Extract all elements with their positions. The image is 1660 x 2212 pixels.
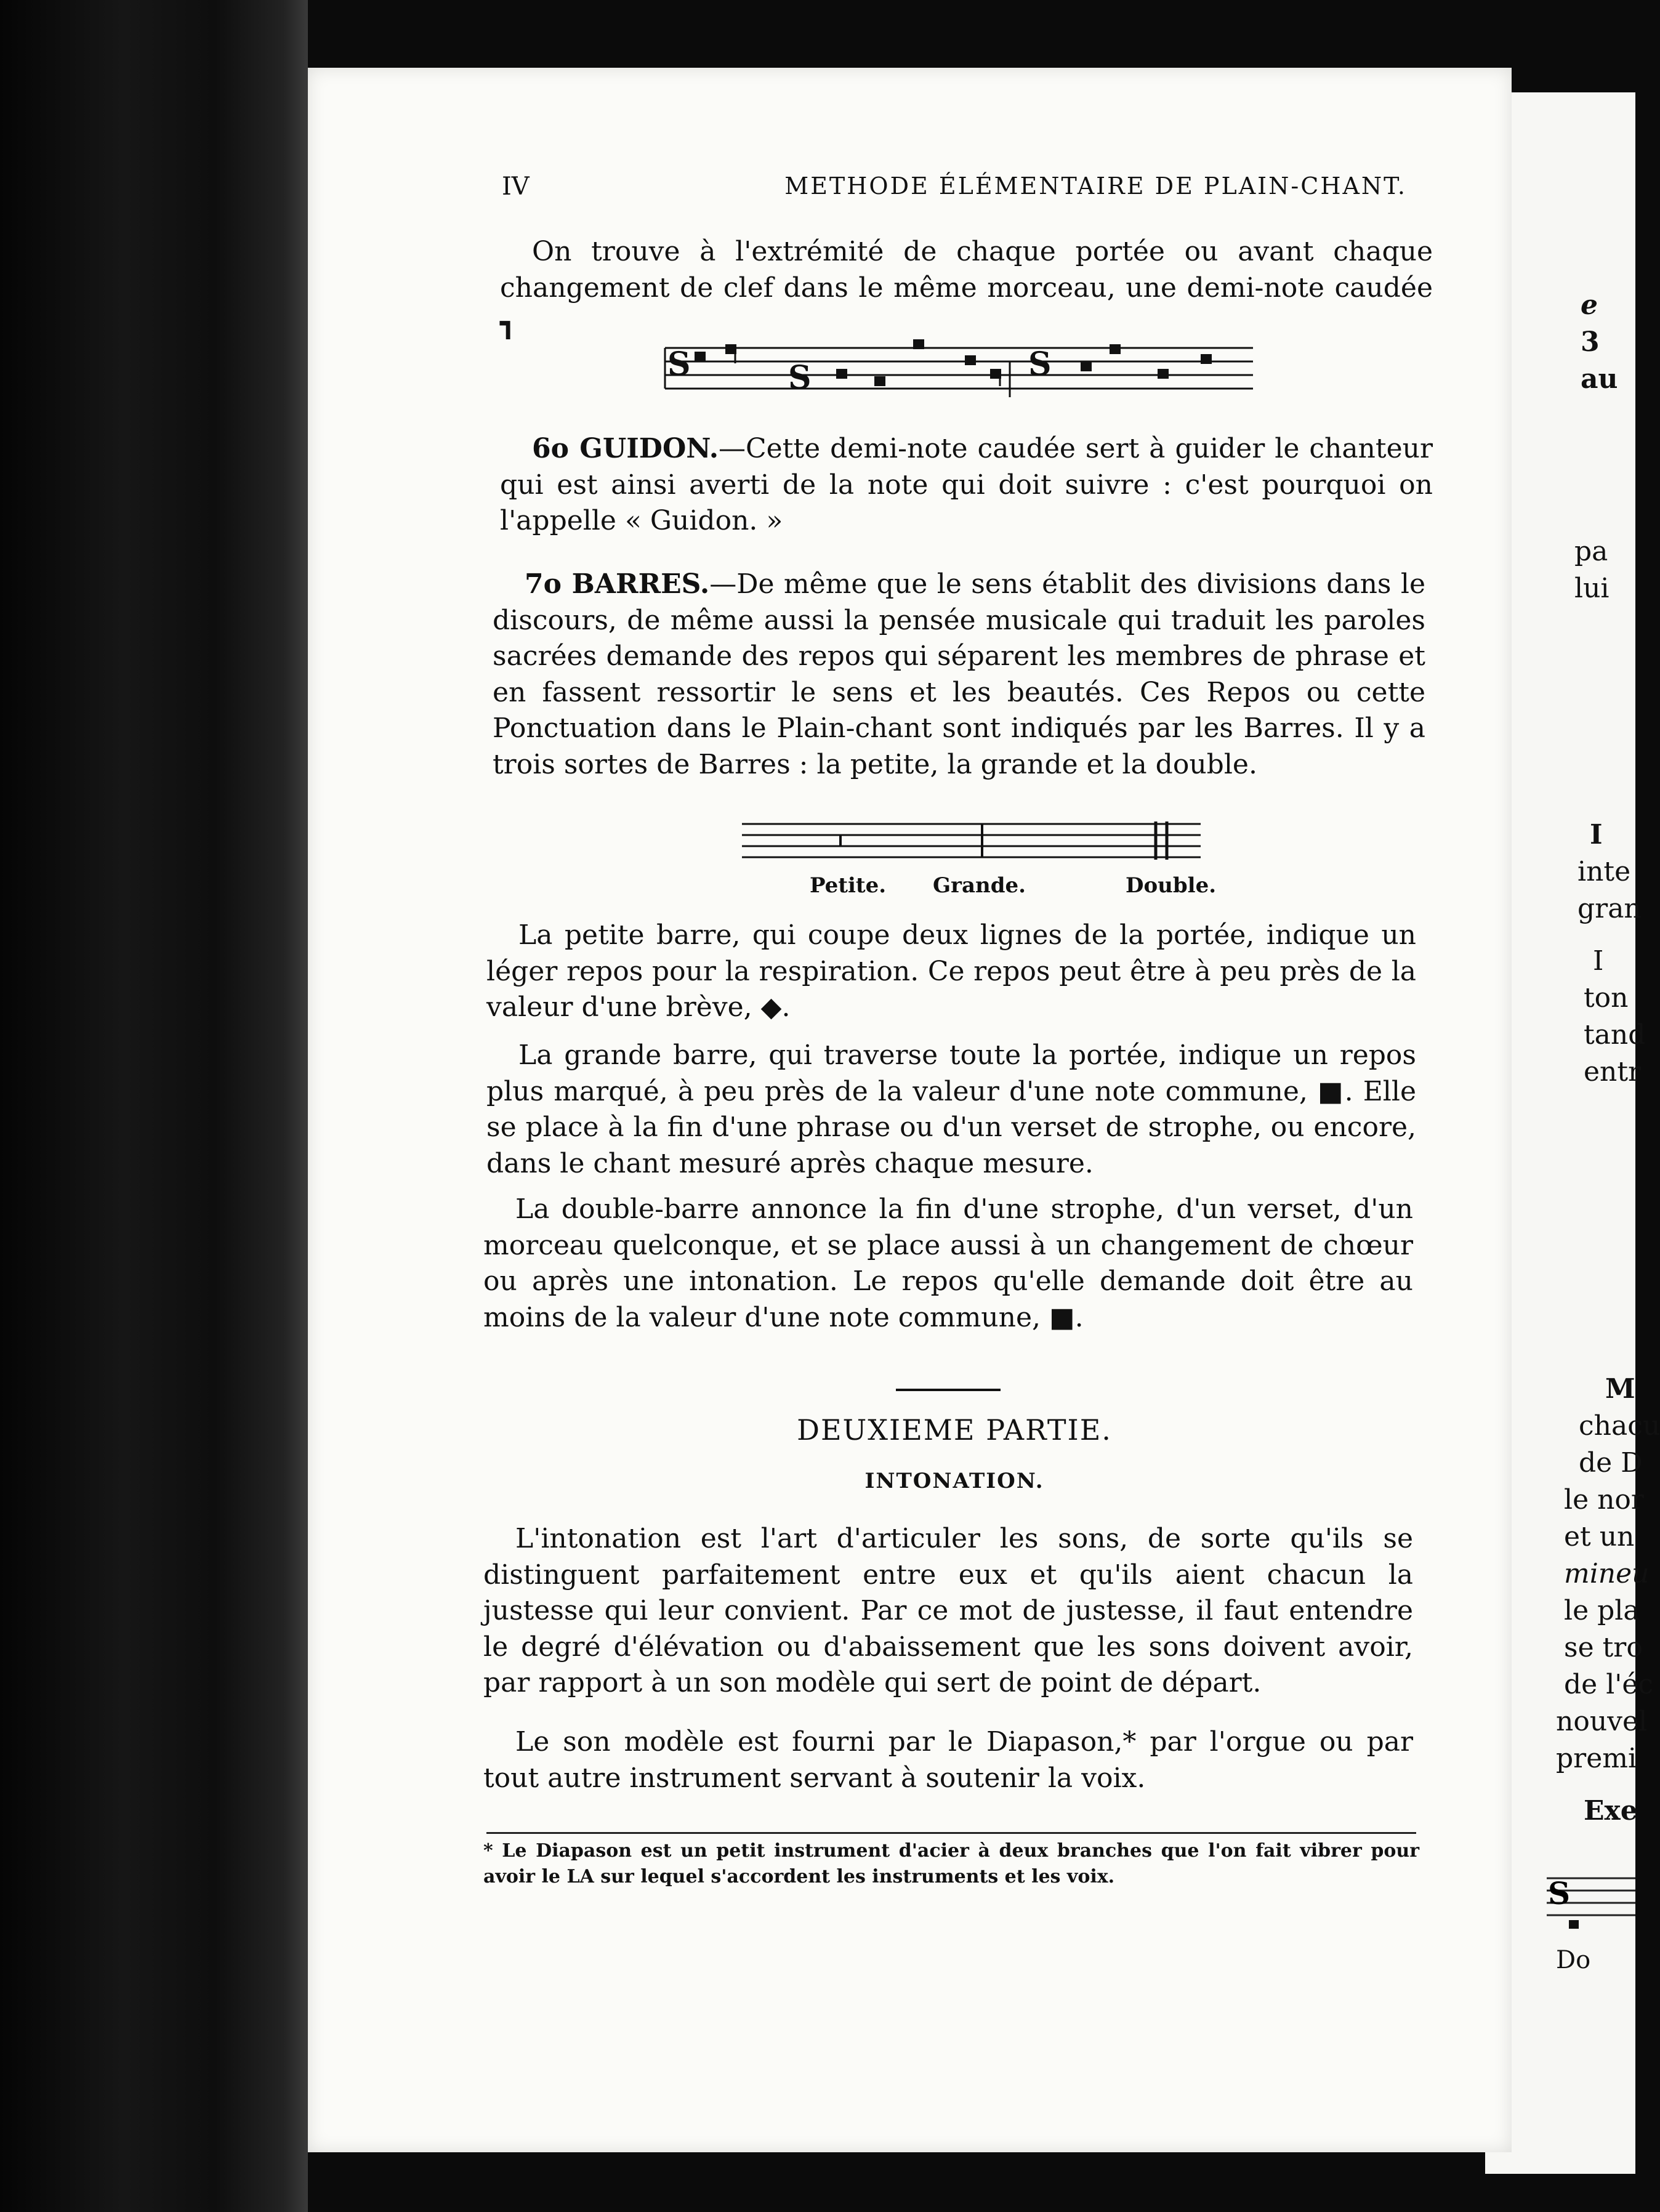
facing-text: mineu <box>1564 1558 1650 1589</box>
barres-staff-example <box>742 819 1201 868</box>
facing-text: le pla <box>1564 1595 1640 1626</box>
running-title: METHODE ÉLÉMENTAIRE DE PLAIN-CHANT. <box>784 172 1407 200</box>
paragraph <box>500 431 1433 539</box>
facing-text: chacu <box>1579 1410 1660 1442</box>
svg-text:S: S <box>788 359 812 397</box>
facing-text: pa <box>1574 536 1608 567</box>
barres-text: —De même que le sens établit des divisions dans le discours, de même aussi la pensée musicale qui traduit les paroles sacrées demande des repos qui séparent les membres de phrase et en fassent ressortir le sens et les beautés. Ces Repos ou cette Ponctuation dans le Plain-chant sont indiqués par les Barres. Il y a trois sortes de Barres : la petite, la grande et la double. <box>493 568 1425 780</box>
paragraph: Le son modèle est fourni par le Diapason,* par l'orgue ou par tout autre instrument servant à soutenir la voix. <box>483 1726 1413 1794</box>
paragraph: On trouve à l'extrémité de chaque portée ou avant chaque changement de clef dans le même morceau, une demi-note caudée ┓ <box>500 236 1433 339</box>
facing-text: ton <box>1584 982 1629 1014</box>
barres-heading: 7o BARRES. <box>525 568 710 600</box>
paragraph-intonation <box>483 1521 1413 1701</box>
double-barre-label: Double. <box>1126 873 1217 898</box>
facing-text: nouvel <box>1556 1706 1648 1737</box>
facing-staff <box>1547 1866 1635 1946</box>
facing-text: lui <box>1574 573 1610 604</box>
page-header <box>502 172 1407 222</box>
facing-text: de l'éc <box>1564 1669 1654 1700</box>
facing-text: e <box>1581 289 1598 321</box>
facing-text: tand <box>1584 1019 1646 1051</box>
paragraph-double-barre <box>483 1192 1413 1336</box>
paragraph-guidon <box>500 431 1433 539</box>
footnote-rule <box>486 1832 1416 1834</box>
facing-text: et un <box>1564 1521 1635 1552</box>
paragraph <box>493 567 1425 783</box>
svg-text:S: S <box>1548 1875 1571 1911</box>
guidon-text: —Cette demi-note caudée sert à guider le chanteur qui est ainsi averti de la note qui doit suivre : c'est pourquoi on l'appelle « Guidon. » <box>500 433 1433 536</box>
facing-text: I <box>1593 945 1604 977</box>
paragraph-petite-barre <box>486 918 1416 1026</box>
facing-text: le nor <box>1564 1484 1644 1516</box>
facing-text: premi <box>1556 1743 1637 1774</box>
facing-text: I <box>1590 819 1603 850</box>
grande-barre-label: Grande. <box>933 873 1026 898</box>
facing-text: entr <box>1584 1056 1642 1088</box>
guidon-staff-example <box>665 336 1253 403</box>
section-subtitle: INTONATION. <box>864 1469 1044 1493</box>
section-divider <box>896 1389 1001 1391</box>
guidon-heading: 6o GUIDON. <box>532 433 719 464</box>
paragraph-diapason <box>483 1724 1413 1796</box>
facing-text: Do <box>1556 1946 1591 1974</box>
svg-text:S: S <box>667 345 691 383</box>
petite-barre-label: Petite. <box>810 873 887 898</box>
page-number: IV <box>502 172 530 201</box>
paragraph-grande-barre <box>486 1038 1416 1182</box>
footnote: * Le Diapason est un petit instrument d'acier à deux branches que l'on fait vibrer pour avoir le LA sur lequel s'accordent les instruments et les voix. <box>483 1840 1419 1887</box>
facing-text: M <box>1605 1373 1635 1405</box>
paragraph: La petite barre, qui coupe deux lignes de la portée, indique un léger repos pour la respiration. Ce repos peut être à peu près de la valeur d'une brève, ◆. <box>486 919 1416 1023</box>
svg-text:S: S <box>1028 345 1052 383</box>
paragraph-guidon-intro <box>500 234 1433 342</box>
facing-text: au <box>1581 363 1618 395</box>
facing-text: de D <box>1579 1447 1643 1479</box>
facing-text: se tro <box>1564 1632 1643 1663</box>
facing-text: Exe <box>1584 1795 1638 1827</box>
facing-text: 3 <box>1581 326 1600 358</box>
facing-text: gran <box>1577 893 1642 924</box>
paragraph: La double-barre annonce la fin d'une strophe, d'un verset, d'un morceau quelconque, et se place aussi à un changement de chœur ou après une intonation. Le repos qu'elle demande doit être au moins de la valeur d'une note commune, ■. <box>483 1193 1413 1333</box>
paragraph-barres <box>493 567 1425 783</box>
section-title: DEUXIEME PARTIE. <box>797 1413 1112 1447</box>
paragraph: La grande barre, qui traverse toute la portée, indique un repos plus marqué, à peu près de la valeur d'une note commune, ■. Elle se place à la fin d'une phrase ou d'un verset de strophe, ou encore, dans le chant mesuré après chaque mesure. <box>486 1039 1416 1179</box>
paragraph: L'intonation est l'art d'articuler les sons, de sorte qu'ils se distinguent parfaitement entre eux et qu'ils aient chacun la justesse qui leur convient. Par ce mot de justesse, il faut entendre le degré d'élévation ou d'abaissement que les sons doivent avoir, par rapport à un son modèle qui sert de point de départ. <box>483 1523 1413 1698</box>
book-binding-edge <box>0 0 308 2212</box>
facing-text: inte <box>1577 856 1631 887</box>
